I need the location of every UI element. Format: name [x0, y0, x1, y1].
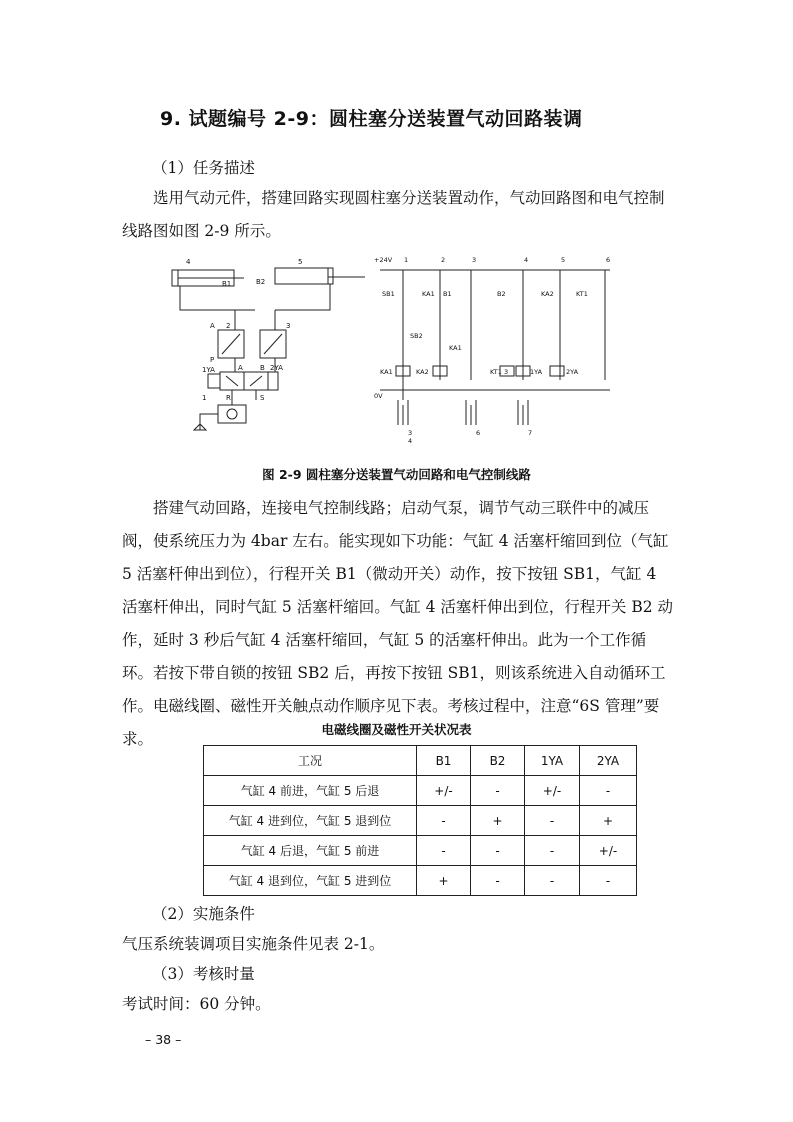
label-port-s: S	[260, 394, 265, 402]
time-heading: （3）考核时量	[152, 965, 255, 983]
label-b2: B2	[256, 278, 266, 286]
intro-text: 选用气动元件，搭建回路实现圆柱塞分送装置动作，气动回路图和电气控制线路图如图 2-9 所示。	[122, 189, 665, 240]
label-ka1-contact: KA1	[422, 290, 435, 298]
cell-b2: -	[471, 836, 525, 866]
label-unit-1: 1	[202, 394, 207, 402]
label-cross-6: 6	[476, 429, 481, 437]
label-valve-2: 2	[226, 322, 231, 330]
cell-2ya: +/-	[580, 836, 637, 866]
cell-b1: -	[417, 806, 471, 836]
label-sb2: SB2	[410, 332, 423, 340]
label-port-b: B	[260, 364, 265, 372]
cell-2ya: -	[580, 866, 637, 896]
col-label-1: 1	[404, 256, 409, 264]
label-coil-1ya: 1YA	[530, 368, 543, 376]
cell-2ya: -	[580, 776, 637, 806]
label-coil-kt1-value: 3	[504, 368, 509, 376]
label-0v: 0V	[374, 392, 383, 400]
function-text: 搭建气动回路，连接电气控制线路；启动气泵，调节气动三联件中的减压阀，使系统压力为 4bar 左右。能实现如下功能：气缸 4 活塞杆缩回到位（气缸 5 活塞杆伸出到位），行程开关 B1（微动开关）动作，按下按钮 SB1，气缸 4 活塞杆伸出，同时气缸 5 活塞杆缩回。气缸 4 活塞杆伸出到位，行程开关 B2 动作，延时 3 秒后气缸 4 活塞杆缩回，气缸 5 的活塞杆伸出。此为一个工作循环。若按下带自锁的按钮 SB2 后，再按下按钮 SB1，则该系统进入自动循环工作。电磁线圈、磁性开关触点动作顺序见下表。考核过程中，注意“6S 管理”要求。	[122, 499, 674, 748]
label-coil-ka2: KA2	[416, 368, 429, 376]
label-port-r: R	[226, 394, 231, 402]
circuit-figure	[160, 250, 640, 450]
table-row	[204, 776, 637, 806]
label-port-p: P	[210, 356, 215, 364]
pneumatic-circuit	[172, 268, 365, 430]
label-cylinder-5: 5	[298, 258, 303, 266]
status-table	[203, 745, 637, 896]
label-b1: B1	[222, 280, 232, 288]
label-port-a: A	[210, 322, 215, 330]
label-cylinder-4: 4	[186, 258, 191, 266]
cell-1ya: +/-	[525, 776, 580, 806]
header-b1: B1	[417, 746, 471, 776]
label-port-a-2: A	[238, 364, 243, 372]
cell-b1: +	[417, 866, 471, 896]
figure-caption: 图 2-9 圆柱塞分送装置气动回路和电气控制线路	[262, 467, 531, 482]
cylinder-5	[275, 268, 333, 284]
label-sb1: SB1	[382, 290, 395, 298]
cell-1ya: -	[525, 866, 580, 896]
label-coil-2ya: 2YA	[566, 368, 579, 376]
col-label-6: 6	[606, 256, 611, 264]
col-label-3: 3	[472, 256, 477, 264]
label-24v: +24V	[374, 256, 393, 264]
time-text: 考试时间：60 分钟。	[122, 995, 271, 1013]
label-b1-contact: B1	[443, 290, 452, 298]
cell-b2: +	[471, 806, 525, 836]
cell-b1: +/-	[417, 776, 471, 806]
label-cross-7: 7	[528, 429, 533, 437]
label-ka1-contact-2: KA1	[449, 344, 462, 352]
function-paragraph	[122, 492, 674, 756]
header-1ya: 1YA	[525, 746, 580, 776]
cell-b2: -	[471, 866, 525, 896]
cell-2ya: +	[580, 806, 637, 836]
conditions-heading: （2）实施条件	[152, 905, 255, 923]
cell-condition: 气缸 4 后退，气缸 5 前进	[204, 836, 417, 866]
header-b2: B2	[471, 746, 525, 776]
label-b2-contact: B2	[497, 290, 506, 298]
cell-b2: -	[471, 776, 525, 806]
table-caption: 电磁线圈及磁性开关状况表	[321, 722, 472, 737]
cell-condition: 气缸 4 退到位，气缸 5 进到位	[204, 866, 417, 896]
table-row	[204, 836, 637, 866]
table-row	[204, 866, 637, 896]
cell-b1: -	[417, 836, 471, 866]
header-condition: 工况	[204, 746, 417, 776]
label-ka2-contact: KA2	[541, 290, 554, 298]
label-2ya: 2YA	[270, 364, 283, 372]
label-coil-kt1: KT1	[490, 368, 502, 376]
conditions-text: 气压系统装调项目实施条件见表 2-1。	[122, 935, 385, 953]
col-label-2: 2	[441, 256, 446, 264]
air-service-unit	[218, 405, 246, 423]
task-heading: （1）任务描述	[152, 159, 255, 177]
label-coil-ka1: KA1	[380, 368, 393, 376]
table-header-row	[204, 746, 637, 776]
label-cross-3: 3	[408, 429, 413, 437]
page-number: – 38 –	[145, 1032, 182, 1047]
intro-paragraph	[122, 182, 674, 248]
cell-condition: 气缸 4 进到位，气缸 5 退到位	[204, 806, 417, 836]
page-title: 9. 试题编号 2-9：圆柱塞分送装置气动回路装调	[160, 108, 583, 130]
cell-condition: 气缸 4 前进，气缸 5 后退	[204, 776, 417, 806]
label-cross-4: 4	[408, 437, 413, 445]
cell-1ya: -	[525, 806, 580, 836]
header-2ya: 2YA	[580, 746, 637, 776]
label-valve-3: 3	[286, 322, 291, 330]
table-row	[204, 806, 637, 836]
col-label-4: 4	[524, 256, 529, 264]
cell-1ya: -	[525, 836, 580, 866]
label-kt1-contact: KT1	[576, 290, 588, 298]
col-label-5: 5	[561, 256, 566, 264]
label-1ya: 1YA	[202, 366, 215, 374]
